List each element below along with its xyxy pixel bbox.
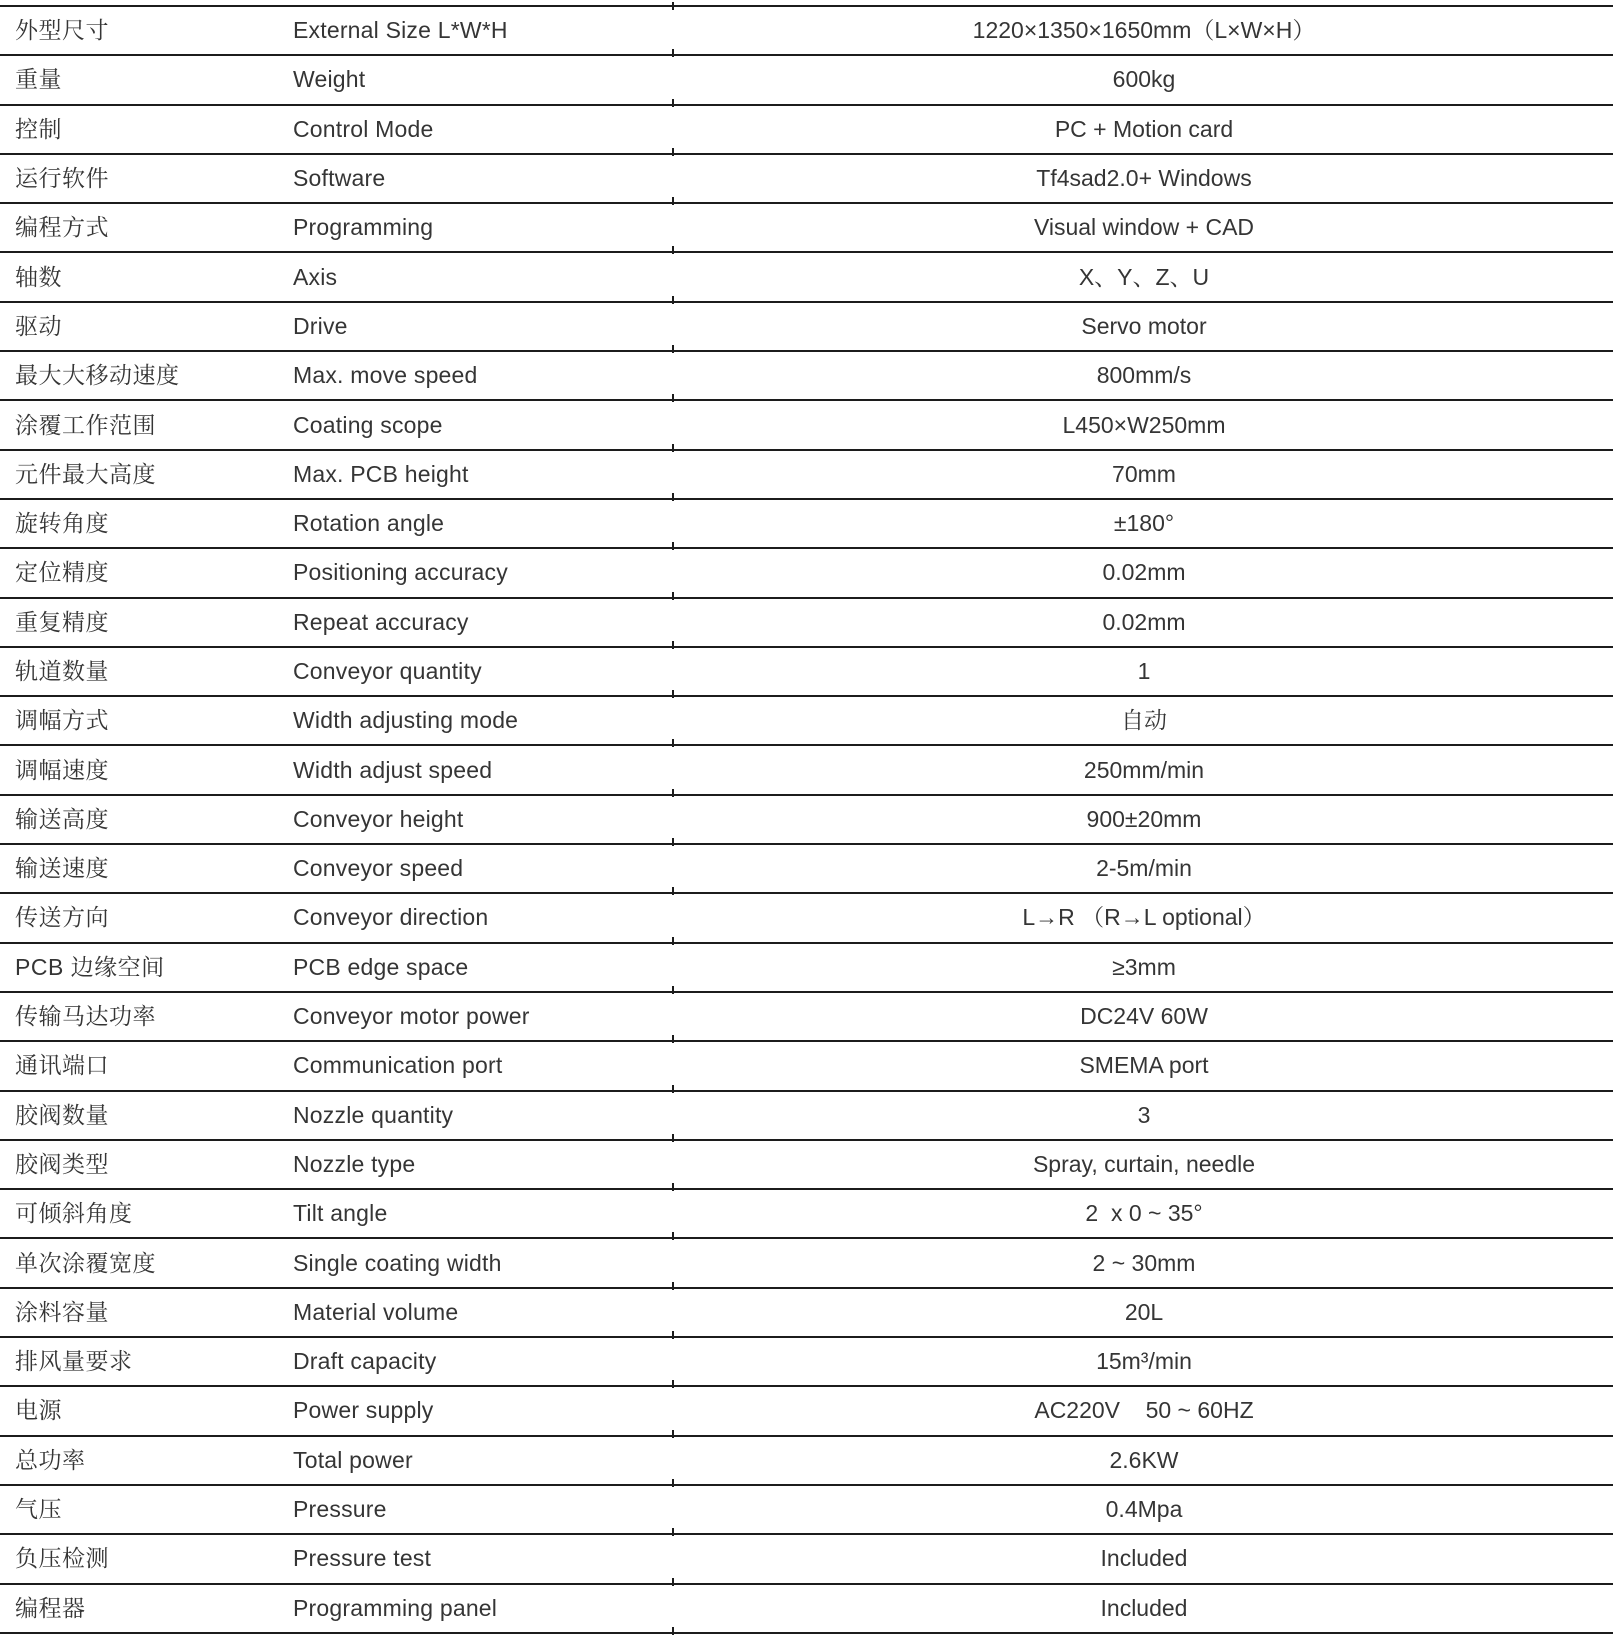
spec-label-en: Draft capacity — [293, 1348, 437, 1375]
spec-label-cn: 编程方式 — [15, 214, 109, 241]
spec-label-en: Power supply — [293, 1397, 434, 1424]
spec-label-en: Max. PCB height — [293, 460, 469, 487]
spec-label-cn: 总功率 — [15, 1446, 86, 1473]
spec-value: PC + Motion card — [1054, 115, 1234, 142]
table-row — [0, 993, 1613, 1042]
spec-label-en: Single coating width — [293, 1249, 502, 1276]
spec-label-cn: 通讯端口 — [15, 1052, 109, 1079]
table-row — [0, 1289, 1613, 1338]
spec-label-cn: 传输马达功率 — [15, 1003, 156, 1030]
spec-label-cn: 电源 — [15, 1397, 62, 1424]
table-row — [0, 451, 1613, 500]
spec-label-en: Control Mode — [293, 115, 434, 142]
spec-value: 600kg — [1112, 66, 1176, 93]
table-row — [0, 1141, 1613, 1190]
spec-label-en: Weight — [293, 66, 366, 93]
table-row — [0, 944, 1613, 993]
spec-value: 20L — [1124, 1298, 1164, 1325]
spec-value: Included — [1100, 1594, 1188, 1621]
spec-value: 3 — [1137, 1101, 1151, 1128]
spec-label-en: Repeat accuracy — [293, 608, 469, 635]
spec-value: 0.4Mpa — [1105, 1496, 1183, 1523]
spec-value: 1 — [1137, 658, 1151, 684]
spec-value: Visual window + CAD — [1033, 214, 1255, 241]
table-row — [0, 1239, 1613, 1288]
spec-label-en: Axis — [293, 263, 338, 290]
table-row — [0, 1486, 1613, 1535]
spec-label-en: Programming — [293, 214, 434, 241]
table-row — [0, 1585, 1613, 1634]
spec-label-cn: 运行软件 — [15, 165, 109, 192]
spec-value: L450×W250mm — [1062, 411, 1226, 438]
table-row — [0, 401, 1613, 450]
spec-value: 0.02mm — [1102, 608, 1186, 635]
spec-label-en: Tilt angle — [293, 1200, 388, 1227]
spec-label-cn: 驱动 — [15, 312, 62, 339]
table-row — [0, 894, 1613, 943]
spec-label-en: Nozzle quantity — [293, 1101, 454, 1128]
spec-label-en: Nozzle type — [293, 1150, 416, 1177]
spec-label-en: Max. move speed — [293, 362, 478, 389]
spec-value: 2-5m/min — [1096, 855, 1192, 882]
spec-label-cn: PCB 边缘空间 — [15, 953, 165, 980]
spec-value: SMEMA port — [1079, 1052, 1209, 1079]
spec-label-cn: 轨道数量 — [15, 658, 109, 684]
spec-label-cn: 涂料容量 — [15, 1298, 109, 1325]
table-row — [0, 549, 1613, 598]
spec-label-en: Conveyor direction — [293, 904, 489, 931]
spec-label-cn: 传送方向 — [15, 904, 109, 931]
spec-label-en: Pressure test — [293, 1545, 432, 1572]
spec-label-en: Rotation angle — [293, 510, 445, 537]
spec-label-cn: 编程器 — [15, 1594, 86, 1621]
spec-label-cn: 重复精度 — [15, 608, 109, 635]
spec-label-en: Programming panel — [293, 1594, 498, 1621]
spec-label-cn: 气压 — [15, 1496, 62, 1523]
spec-value: ±180° — [1113, 510, 1175, 537]
spec-label-en: Pressure — [293, 1496, 387, 1523]
spec-label-en: Conveyor quantity — [293, 658, 482, 684]
table-row — [0, 106, 1613, 155]
spec-value: 2 x 0 ~ 35° — [1085, 1200, 1203, 1227]
spec-label-cn: 单次涂覆宽度 — [15, 1249, 156, 1276]
spec-label-en: Communication port — [293, 1052, 503, 1079]
spec-value: DC24V 60W — [1080, 1003, 1208, 1030]
spec-label-en: External Size L*W*H — [293, 17, 508, 44]
spec-label-cn: 输送高度 — [15, 805, 109, 832]
spec-label-cn: 旋转角度 — [15, 510, 109, 537]
spec-label-cn: 定位精度 — [15, 559, 109, 586]
spec-label-cn: 外型尺寸 — [15, 17, 109, 44]
spec-label-en: Width adjust speed — [293, 756, 493, 783]
spec-value: 250mm/min — [1083, 756, 1205, 783]
spec-value: X、Y、Z、U — [1078, 263, 1210, 290]
spec-label-cn: 胶阀数量 — [15, 1101, 109, 1128]
table-row — [0, 7, 1613, 56]
table-row — [0, 253, 1613, 302]
table-row — [0, 352, 1613, 401]
table-row — [0, 500, 1613, 549]
spec-label-cn: 排风量要求 — [15, 1348, 133, 1375]
spec-label-en: Conveyor speed — [293, 855, 464, 882]
spec-label-cn: 输送速度 — [15, 855, 109, 882]
table-row — [0, 845, 1613, 894]
spec-label-en: Total power — [293, 1446, 413, 1473]
table-row — [0, 796, 1613, 845]
spec-value: 自动 — [1121, 707, 1167, 734]
table-row — [0, 56, 1613, 105]
spec-value: 0.02mm — [1102, 559, 1186, 586]
spec-value: Spray, curtain, needle — [1032, 1150, 1256, 1177]
spec-label-en: Conveyor motor power — [293, 1003, 530, 1030]
spec-label-en: Material volume — [293, 1298, 459, 1325]
spec-label-en: Conveyor height — [293, 805, 464, 832]
table-row — [0, 155, 1613, 204]
spec-value: 70mm — [1112, 460, 1176, 487]
spec-label-en: Width adjusting mode — [293, 707, 519, 734]
table-row — [0, 1092, 1613, 1141]
spec-label-cn: 调幅速度 — [15, 756, 109, 783]
table-row — [0, 1535, 1613, 1584]
spec-label-cn: 负压检测 — [15, 1545, 109, 1572]
table-row — [0, 1437, 1613, 1486]
table-row — [0, 303, 1613, 352]
spec-label-cn: 最大大移动速度 — [15, 362, 180, 389]
spec-label-en: Drive — [293, 312, 348, 339]
spec-label-en: Positioning accuracy — [293, 559, 508, 586]
spec-label-en: PCB edge space — [293, 953, 469, 980]
spec-value: AC220V 50 ~ 60HZ — [1034, 1397, 1254, 1424]
spec-value: Included — [1100, 1545, 1188, 1572]
table-row — [0, 1387, 1613, 1436]
table-row — [0, 746, 1613, 795]
table-row — [0, 1190, 1613, 1239]
spec-label-cn: 控制 — [15, 115, 62, 142]
spec-label-cn: 轴数 — [15, 263, 62, 290]
spec-label-cn: 胶阀类型 — [15, 1150, 109, 1177]
spec-value: 2.6KW — [1109, 1446, 1179, 1473]
table-row — [0, 1042, 1613, 1091]
spec-label-cn: 涂覆工作范围 — [15, 411, 156, 438]
spec-label-cn: 可倾斜角度 — [15, 1200, 133, 1227]
spec-value: 800mm/s — [1096, 362, 1192, 389]
spec-value: Tf4sad2.0+ Windows — [1036, 165, 1252, 192]
spec-label-cn: 重量 — [15, 66, 62, 93]
table-row — [0, 697, 1613, 746]
spec-value: 1220×1350×1650mm（L×W×H） — [972, 17, 1316, 44]
spec-label-cn: 元件最大高度 — [15, 460, 156, 487]
spec-value: 900±20mm — [1086, 805, 1202, 832]
spec-label-en: Software — [293, 165, 386, 192]
spec-value: 15m³/min — [1096, 1348, 1192, 1375]
table-row — [0, 648, 1613, 697]
table-row — [0, 204, 1613, 253]
spec-label-en: Coating scope — [293, 411, 443, 438]
spec-value: Servo motor — [1081, 312, 1207, 339]
spec-value: ≥3mm — [1112, 953, 1176, 980]
table-row — [0, 599, 1613, 648]
spec-value: 2 ~ 30mm — [1092, 1249, 1196, 1276]
spec-label-cn: 调幅方式 — [15, 707, 109, 734]
spec-table — [0, 5, 1613, 1634]
table-row — [0, 1338, 1613, 1387]
spec-value: L→R （R→L optional） — [1022, 904, 1266, 931]
